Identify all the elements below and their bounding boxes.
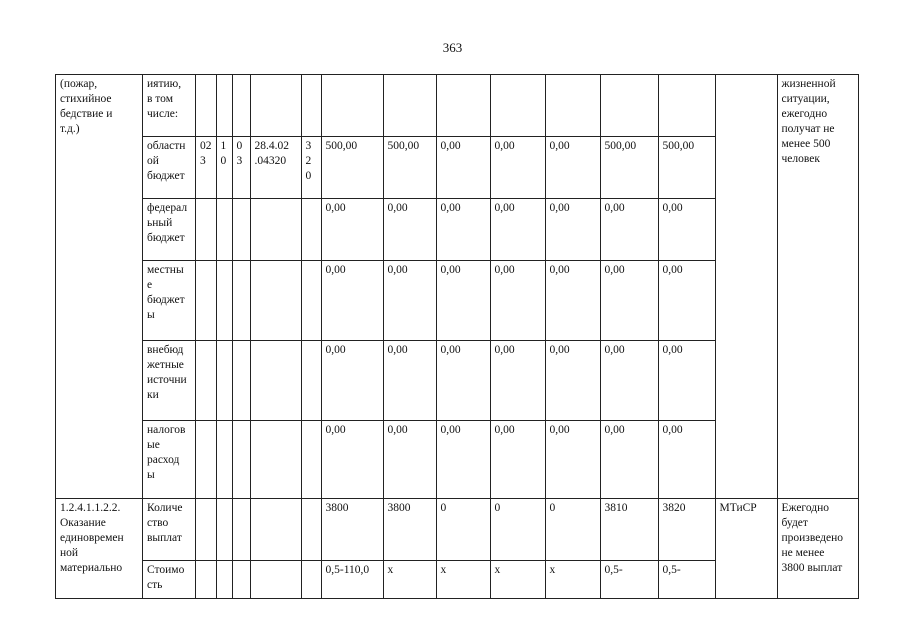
expected-result: Ежегодно будет произведено не менее 3800 выплат	[781, 502, 844, 574]
funding-source: местны е бюджет ы	[147, 264, 185, 321]
value-cell: 0,00	[549, 344, 570, 356]
value-cell: 0,00	[325, 264, 346, 276]
code-cell: 1 0	[220, 140, 227, 167]
value-cell: 500,00	[387, 140, 420, 152]
page-number: 363	[442, 40, 463, 55]
value-cell: 0,00	[440, 344, 461, 356]
indicator-name: Стоимо сть	[147, 564, 185, 591]
value-cell: 0	[549, 502, 556, 514]
value-cell: x	[549, 564, 556, 576]
value-cell: x	[494, 564, 501, 576]
value-cell: 0,00	[387, 264, 408, 276]
value-cell: x	[440, 564, 447, 576]
funding-source: областн ой бюджет	[147, 140, 186, 182]
value-cell: 0,00	[387, 424, 408, 436]
value-cell: 0,00	[494, 140, 515, 152]
indicator-header-cell	[143, 75, 196, 137]
value-cell: 0,5-	[662, 564, 681, 576]
code-cell: 02 3	[200, 140, 212, 167]
value-cell: 0,00	[387, 202, 408, 214]
funding-source: федерал ьный бюджет	[147, 202, 188, 244]
value-cell: 0,00	[494, 344, 515, 356]
value-cell: 0,00	[440, 202, 461, 214]
value-cell: 0,00	[549, 424, 570, 436]
value-cell: 0,00	[325, 202, 346, 214]
code-cell: 3 2 0	[305, 140, 312, 182]
value-cell: 0,00	[662, 424, 683, 436]
value-cell: 0,00	[325, 424, 346, 436]
value-cell: 0,00	[662, 344, 683, 356]
measure-title-cell	[56, 499, 143, 599]
value-cell: 0,00	[662, 202, 683, 214]
executor-cell	[715, 499, 777, 599]
indicator-name: Количе ство выплат	[147, 502, 183, 544]
value-cell: 0,00	[549, 140, 570, 152]
expected-result-cell	[777, 75, 858, 499]
value-cell: 0,00	[325, 344, 346, 356]
value-cell: 500,00	[662, 140, 695, 152]
measure-description: (пожар, стихийное бедствие и т.д.)	[60, 78, 113, 135]
value-cell: x	[387, 564, 394, 576]
value-cell: 0,00	[604, 344, 625, 356]
table-row	[56, 75, 859, 137]
value-cell: 0,00	[662, 264, 683, 276]
value-cell: 0,00	[440, 140, 461, 152]
value-cell: 0,5-110,0	[325, 564, 370, 576]
value-cell: 3800	[325, 502, 349, 514]
funding-source: внебюд жетные источни ки	[147, 344, 187, 401]
value-cell: 500,00	[325, 140, 358, 152]
value-cell: 3810	[604, 502, 628, 514]
table-row	[56, 499, 859, 561]
executor: МТиСР	[719, 502, 757, 514]
indicator-header: иятию, в том числе:	[147, 78, 182, 120]
expected-result: жизненной ситуации, ежегодно получат не менее 500 человек	[781, 78, 836, 165]
value-cell: 0,00	[494, 202, 515, 214]
value-cell: 0,00	[604, 424, 625, 436]
value-cell: 0,00	[549, 264, 570, 276]
value-cell: 0,00	[387, 344, 408, 356]
executor-cell	[715, 75, 777, 499]
value-cell: 0,00	[604, 264, 625, 276]
value-cell: 0,00	[440, 264, 461, 276]
value-cell: 0,00	[494, 424, 515, 436]
measure-title: 1.2.4.1.1.2.2. Оказание единовремен ной материально	[60, 502, 124, 574]
value-cell: 0,5-	[604, 564, 623, 576]
value-cell: 0,00	[604, 202, 625, 214]
value-cell: 3820	[662, 502, 686, 514]
budget-table	[55, 74, 859, 599]
funding-source: налогов ые расход ы	[147, 424, 186, 481]
code-cell: 0 3	[236, 140, 243, 167]
value-cell: 3800	[387, 502, 411, 514]
value-cell: 0	[494, 502, 501, 514]
value-cell: 0,00	[494, 264, 515, 276]
measure-description-cell	[56, 75, 143, 499]
expected-result-cell	[777, 499, 858, 599]
value-cell: 0,00	[440, 424, 461, 436]
value-cell: 0,00	[549, 202, 570, 214]
value-cell: 500,00	[604, 140, 637, 152]
code-cell: 28.4.02 .04320	[254, 140, 289, 167]
value-cell: 0	[440, 502, 447, 514]
